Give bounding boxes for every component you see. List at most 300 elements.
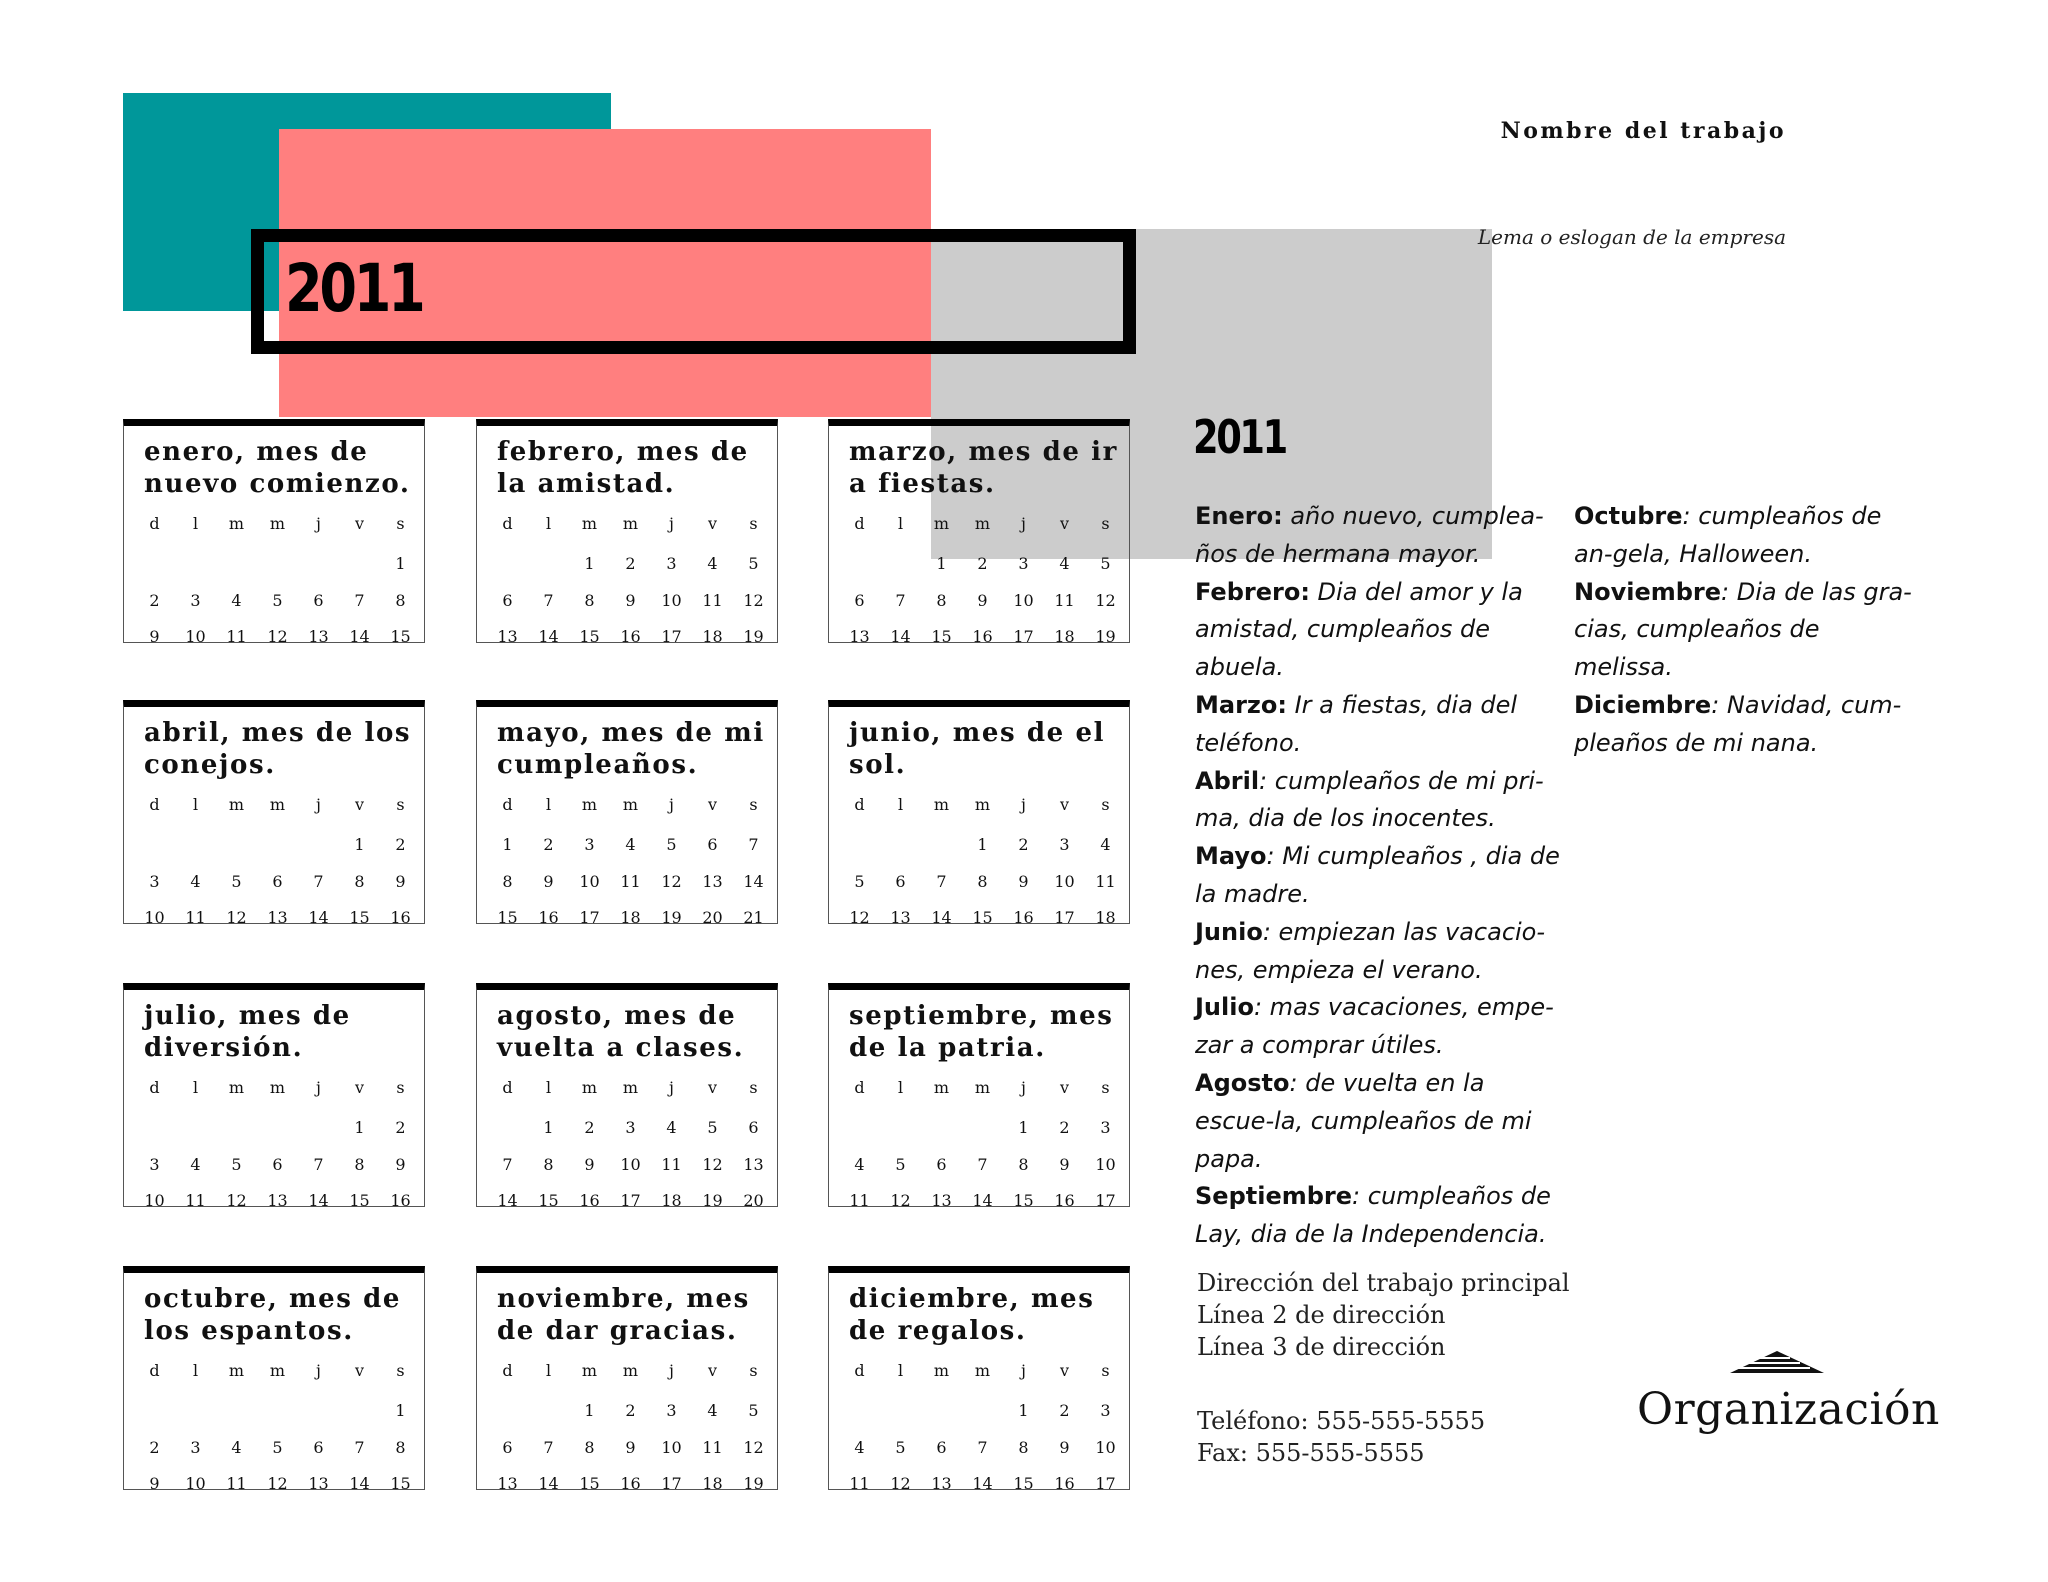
- day-number: 8: [354, 872, 365, 891]
- weekday-label: j: [669, 795, 674, 814]
- day-number: 10: [1095, 1438, 1116, 1457]
- day-number: 13: [308, 1474, 329, 1493]
- day-number: 1: [354, 1118, 365, 1137]
- week-row: [134, 908, 422, 927]
- day-number: 19: [1095, 627, 1116, 646]
- day-number: 10: [185, 627, 206, 646]
- weekday-label: m: [228, 1078, 245, 1097]
- weekday-label: v: [707, 1361, 718, 1380]
- weekday-header: [134, 1361, 422, 1380]
- weekday-label: l: [897, 514, 904, 533]
- weekday-label: m: [933, 1078, 950, 1097]
- empty-day: [298, 554, 339, 573]
- empty-day: [839, 835, 880, 854]
- day-number: 11: [620, 872, 641, 891]
- day-number: 13: [267, 1191, 288, 1210]
- day-number: 11: [226, 627, 247, 646]
- day-number: 16: [538, 908, 559, 927]
- month-card: [476, 1266, 778, 1493]
- empty-day: [839, 1401, 880, 1420]
- day-number: 10: [1095, 1155, 1116, 1174]
- week-row: [839, 872, 1127, 891]
- note-text: Dia del amor y la amistad, cumpleaños de abuela.: [1195, 577, 1523, 682]
- day-number: 2: [395, 835, 406, 854]
- address-line-1[interactable]: Dirección del trabajo principal: [1197, 1269, 1570, 1297]
- weekday-label: l: [192, 1361, 199, 1380]
- empty-day: [921, 835, 962, 854]
- day-number: 9: [1059, 1438, 1070, 1457]
- week-row: [839, 554, 1127, 573]
- weekday-label: d: [149, 1361, 160, 1380]
- day-number: 5: [1100, 554, 1111, 573]
- day-number: 8: [543, 1155, 554, 1174]
- note-text: : cumpleaños de Lay, dia de la Independencia.: [1195, 1182, 1551, 1249]
- day-number: 9: [1018, 872, 1029, 891]
- empty-day: [487, 1401, 528, 1420]
- month-card: [828, 700, 1130, 927]
- weekday-label: m: [974, 1078, 991, 1097]
- company-slogan[interactable]: Lema o eslogan de la empresa: [1477, 225, 1786, 249]
- day-number: 16: [620, 627, 641, 646]
- note-text: : Mi cumpleaños , dia de la madre.: [1195, 842, 1560, 908]
- weekday-label: l: [897, 1361, 904, 1380]
- day-number: 16: [620, 1474, 641, 1493]
- day-number: 4: [707, 1401, 718, 1420]
- day-number: 2: [584, 1118, 595, 1137]
- day-number: 5: [854, 872, 865, 891]
- empty-day: [257, 835, 298, 854]
- weekday-label: l: [545, 1361, 552, 1380]
- weekday-label: l: [545, 514, 552, 533]
- address-block: [1197, 1267, 1570, 1363]
- day-number: 9: [625, 591, 636, 610]
- day-number: 14: [890, 627, 911, 646]
- empty-day: [487, 554, 528, 573]
- weekday-label: d: [149, 795, 160, 814]
- weekday-label: m: [581, 795, 598, 814]
- day-number: 14: [743, 872, 764, 891]
- weekday-label: v: [354, 1078, 365, 1097]
- day-number: 11: [185, 1191, 206, 1210]
- day-number: 10: [1013, 591, 1034, 610]
- weekday-header: [839, 1361, 1127, 1380]
- day-number: 12: [226, 908, 247, 927]
- note-entry: [1195, 1065, 1565, 1178]
- weekday-label: d: [854, 795, 865, 814]
- month-card: [123, 1266, 425, 1493]
- empty-day: [134, 1118, 175, 1137]
- month-title[interactable]: octubre, mes de los espantos.: [144, 1284, 402, 1346]
- day-number: 6: [936, 1155, 947, 1174]
- day-number: 19: [661, 908, 682, 927]
- weekday-label: j: [1021, 795, 1026, 814]
- weekday-label: j: [669, 1361, 674, 1380]
- week-row: [839, 1191, 1127, 1210]
- day-number: 2: [149, 591, 160, 610]
- day-number: 4: [1100, 835, 1111, 854]
- note-label: Agosto: [1195, 1068, 1290, 1097]
- day-number: 3: [625, 1118, 636, 1137]
- note-text: : empiezan las vacacio-nes, empieza el verano.: [1195, 917, 1546, 984]
- week-row: [134, 627, 422, 646]
- weekday-label: v: [1059, 514, 1070, 533]
- week-row: [487, 872, 775, 891]
- day-number: 10: [620, 1155, 641, 1174]
- day-number: 4: [707, 554, 718, 573]
- weekday-label: v: [707, 514, 718, 533]
- day-number: 15: [497, 908, 518, 927]
- weekday-label: m: [228, 795, 245, 814]
- day-number: 13: [267, 908, 288, 927]
- day-number: 9: [1059, 1155, 1070, 1174]
- empty-day: [175, 835, 216, 854]
- month-title[interactable]: julio, mes de diversión.: [144, 1001, 351, 1063]
- day-number: 13: [308, 627, 329, 646]
- day-number: 4: [854, 1438, 865, 1457]
- weekday-label: m: [581, 514, 598, 533]
- month-title[interactable]: abril, mes de los conejos.: [144, 718, 412, 780]
- empty-day: [134, 835, 175, 854]
- day-number: 7: [936, 872, 947, 891]
- week-row: [487, 1474, 775, 1493]
- weekday-label: m: [228, 1361, 245, 1380]
- day-number: 9: [977, 591, 988, 610]
- day-number: 7: [543, 591, 554, 610]
- day-number: 7: [895, 591, 906, 610]
- weekday-label: v: [1059, 1078, 1070, 1097]
- empty-day: [216, 1401, 257, 1420]
- day-number: 3: [190, 1438, 201, 1457]
- day-number: 6: [272, 1155, 283, 1174]
- week-row: [134, 1438, 422, 1457]
- day-number: 12: [743, 1438, 764, 1457]
- day-number: 3: [1100, 1118, 1111, 1137]
- week-row: [487, 627, 775, 646]
- day-number: 2: [1018, 835, 1029, 854]
- day-number: 12: [849, 908, 870, 927]
- weekday-label: j: [669, 514, 674, 533]
- weekday-label: s: [396, 1078, 405, 1097]
- empty-day: [921, 1118, 962, 1137]
- day-number: 7: [313, 1155, 324, 1174]
- day-number: 3: [666, 554, 677, 573]
- day-number: 10: [661, 1438, 682, 1457]
- day-number: 16: [1013, 908, 1034, 927]
- weekday-label: v: [354, 795, 365, 814]
- day-number: 16: [1054, 1191, 1075, 1210]
- day-number: 15: [538, 1191, 559, 1210]
- day-number: 9: [625, 1438, 636, 1457]
- notes-year-heading: 2011: [1193, 410, 1286, 464]
- day-number: 3: [1018, 554, 1029, 573]
- week-row: [487, 1155, 775, 1174]
- day-number: 9: [395, 1155, 406, 1174]
- day-number: 12: [702, 1155, 723, 1174]
- weekday-label: d: [502, 1361, 513, 1380]
- weekday-label: m: [974, 514, 991, 533]
- weekday-label: d: [502, 514, 513, 533]
- weekday-label: m: [228, 514, 245, 533]
- note-label: Febrero:: [1195, 577, 1310, 606]
- week-row: [839, 1401, 1127, 1420]
- day-number: 10: [144, 908, 165, 927]
- week-row: [839, 1155, 1127, 1174]
- month-title[interactable]: febrero, mes de la amistad.: [497, 437, 749, 499]
- empty-day: [134, 554, 175, 573]
- month-title[interactable]: agosto, mes de vuelta a clases.: [497, 1001, 745, 1063]
- fax-number[interactable]: Fax: 555-555-5555: [1197, 1439, 1425, 1467]
- day-number: 1: [1018, 1118, 1029, 1137]
- logo-icon: [1730, 1351, 1824, 1377]
- day-number: 14: [349, 627, 370, 646]
- day-number: 1: [584, 1401, 595, 1420]
- month-title[interactable]: noviembre, mes de dar gracias.: [497, 1284, 750, 1346]
- day-number: 10: [579, 872, 600, 891]
- empty-day: [298, 835, 339, 854]
- weekday-label: s: [749, 795, 758, 814]
- day-number: 8: [584, 591, 595, 610]
- weekday-label: m: [933, 795, 950, 814]
- month-card: [476, 983, 778, 1210]
- day-number: 4: [231, 1438, 242, 1457]
- empty-day: [339, 554, 380, 573]
- address-line-3[interactable]: Línea 3 de dirección: [1197, 1333, 1446, 1361]
- day-number: 3: [149, 1155, 160, 1174]
- weekday-label: m: [581, 1078, 598, 1097]
- day-number: 18: [1095, 908, 1116, 927]
- week-row: [134, 1474, 422, 1493]
- day-number: 14: [538, 627, 559, 646]
- month-title[interactable]: marzo, mes de ir a fiestas.: [849, 437, 1118, 499]
- empty-day: [257, 554, 298, 573]
- empty-day: [962, 1118, 1003, 1137]
- day-number: 7: [543, 1438, 554, 1457]
- week-row: [487, 554, 775, 573]
- day-number: 2: [543, 835, 554, 854]
- empty-day: [175, 554, 216, 573]
- empty-day: [880, 835, 921, 854]
- weekday-label: l: [192, 795, 199, 814]
- note-label: Septiembre: [1195, 1182, 1353, 1211]
- weekday-label: m: [581, 1361, 598, 1380]
- weekday-label: v: [354, 514, 365, 533]
- note-label: Noviembre: [1574, 577, 1722, 606]
- day-number: 5: [748, 1401, 759, 1420]
- weekday-label: j: [1021, 514, 1026, 533]
- week-row: [487, 908, 775, 927]
- month-title[interactable]: junio, mes de el sol.: [849, 718, 1106, 780]
- weekday-label: s: [396, 514, 405, 533]
- day-number: 5: [895, 1438, 906, 1457]
- empty-day: [134, 1401, 175, 1420]
- day-number: 3: [584, 835, 595, 854]
- day-number: 16: [972, 627, 993, 646]
- weekday-header: [134, 514, 422, 533]
- month-title[interactable]: mayo, mes de mi cumpleaños.: [497, 718, 765, 780]
- weekday-label: l: [192, 514, 199, 533]
- weekday-label: j: [316, 795, 321, 814]
- week-row: [134, 1401, 422, 1420]
- day-number: 20: [743, 1191, 764, 1210]
- day-number: 14: [349, 1474, 370, 1493]
- weekday-label: s: [1101, 514, 1110, 533]
- day-number: 8: [354, 1155, 365, 1174]
- empty-day: [298, 1401, 339, 1420]
- week-row: [134, 591, 422, 610]
- day-number: 8: [584, 1438, 595, 1457]
- week-row: [134, 554, 422, 573]
- day-number: 5: [231, 1155, 242, 1174]
- note-text: : de vuelta en la escue-la, cumpleaños de mi papa.: [1195, 1068, 1532, 1173]
- day-number: 7: [502, 1155, 513, 1174]
- weekday-label: m: [933, 1361, 950, 1380]
- note-entry: [1195, 838, 1565, 914]
- day-number: 11: [185, 908, 206, 927]
- day-number: 10: [144, 1191, 165, 1210]
- day-number: 4: [1059, 554, 1070, 573]
- week-row: [134, 1118, 422, 1137]
- empty-day: [880, 1118, 921, 1137]
- note-label: Julio: [1195, 993, 1254, 1022]
- note-text: Ir a fiestas, dia del teléfono.: [1195, 690, 1518, 757]
- weekday-label: m: [974, 795, 991, 814]
- empty-day: [175, 1401, 216, 1420]
- day-number: 3: [149, 872, 160, 891]
- empty-day: [880, 1401, 921, 1420]
- month-card: [123, 419, 425, 646]
- weekday-label: s: [396, 1361, 405, 1380]
- weekday-label: m: [974, 1361, 991, 1380]
- weekday-label: j: [316, 514, 321, 533]
- job-name[interactable]: Nombre del trabajo: [1500, 118, 1786, 144]
- day-number: 15: [972, 908, 993, 927]
- day-number: 7: [354, 1438, 365, 1457]
- note-text: : Navidad, cum-pleaños de mi nana.: [1574, 690, 1902, 757]
- day-number: 1: [354, 835, 365, 854]
- weekday-label: j: [316, 1078, 321, 1097]
- day-number: 15: [349, 1191, 370, 1210]
- day-number: 17: [661, 627, 682, 646]
- day-number: 7: [977, 1155, 988, 1174]
- day-number: 5: [748, 554, 759, 573]
- weekday-label: m: [622, 1078, 639, 1097]
- empty-day: [962, 1401, 1003, 1420]
- address-line-2[interactable]: Línea 2 de dirección: [1197, 1301, 1446, 1329]
- year-title: 2011: [285, 250, 423, 327]
- weekday-label: m: [622, 514, 639, 533]
- note-entry: [1195, 763, 1565, 839]
- phone-number[interactable]: Teléfono: 555-555-5555: [1197, 1407, 1486, 1435]
- weekday-label: m: [269, 795, 286, 814]
- day-number: 14: [972, 1474, 993, 1493]
- day-number: 6: [854, 591, 865, 610]
- day-number: 12: [267, 627, 288, 646]
- day-number: 9: [149, 1474, 160, 1493]
- day-number: 9: [149, 627, 160, 646]
- week-row: [487, 1401, 775, 1420]
- day-number: 19: [743, 1474, 764, 1493]
- weekday-label: d: [502, 795, 513, 814]
- note-text: : Dia de las gra-cias, cumpleaños de melissa.: [1574, 577, 1912, 682]
- day-number: 14: [538, 1474, 559, 1493]
- note-entry: [1195, 574, 1565, 687]
- day-number: 10: [185, 1474, 206, 1493]
- day-number: 14: [308, 908, 329, 927]
- weekday-label: v: [707, 1078, 718, 1097]
- day-number: 17: [579, 908, 600, 927]
- day-number: 11: [661, 1155, 682, 1174]
- day-number: 4: [625, 835, 636, 854]
- month-card: [476, 419, 778, 646]
- weekday-label: s: [1101, 1361, 1110, 1380]
- week-row: [487, 835, 775, 854]
- day-number: 14: [931, 908, 952, 927]
- weekday-header: [134, 1078, 422, 1097]
- day-number: 10: [1054, 872, 1075, 891]
- day-number: 14: [972, 1191, 993, 1210]
- day-number: 11: [226, 1474, 247, 1493]
- day-number: 17: [1095, 1191, 1116, 1210]
- day-number: 9: [543, 872, 554, 891]
- weekday-label: m: [622, 1361, 639, 1380]
- weekday-label: v: [354, 1361, 365, 1380]
- organization-name[interactable]: Organización: [1637, 1384, 1940, 1435]
- day-number: 8: [977, 872, 988, 891]
- day-number: 18: [620, 908, 641, 927]
- day-number: 12: [890, 1474, 911, 1493]
- empty-day: [216, 835, 257, 854]
- day-number: 10: [661, 591, 682, 610]
- day-number: 7: [313, 872, 324, 891]
- day-number: 4: [190, 1155, 201, 1174]
- day-number: 12: [267, 1474, 288, 1493]
- day-number: 1: [977, 835, 988, 854]
- week-row: [839, 627, 1127, 646]
- day-number: 4: [231, 591, 242, 610]
- day-number: 15: [1013, 1191, 1034, 1210]
- note-label: Octubre: [1574, 502, 1683, 530]
- day-number: 2: [149, 1438, 160, 1457]
- day-number: 9: [395, 872, 406, 891]
- day-number: 6: [748, 1118, 759, 1137]
- day-number: 15: [390, 627, 411, 646]
- day-number: 12: [890, 1191, 911, 1210]
- empty-day: [921, 1401, 962, 1420]
- day-number: 3: [666, 1401, 677, 1420]
- month-title[interactable]: diciembre, mes de regalos.: [849, 1284, 1095, 1346]
- week-row: [134, 835, 422, 854]
- day-number: 12: [661, 872, 682, 891]
- note-entry: [1195, 914, 1565, 990]
- weekday-label: l: [192, 1078, 199, 1097]
- day-number: 8: [1018, 1155, 1029, 1174]
- note-entry: [1195, 687, 1565, 763]
- month-title[interactable]: enero, mes de nuevo comienzo.: [144, 437, 411, 499]
- weekday-label: s: [396, 795, 405, 814]
- day-number: 11: [1054, 591, 1075, 610]
- note-label: Marzo:: [1195, 690, 1287, 719]
- empty-day: [839, 554, 880, 573]
- note-label: Junio: [1195, 917, 1263, 946]
- empty-day: [216, 554, 257, 573]
- week-row: [487, 1118, 775, 1137]
- empty-day: [298, 1118, 339, 1137]
- day-number: 5: [231, 872, 242, 891]
- note-text: : cumpleaños de an-gela, Halloween.: [1574, 502, 1882, 568]
- note-text: : mas vacaciones, empe-zar a comprar útiles.: [1195, 993, 1554, 1060]
- month-title[interactable]: septiembre, mes de la patria.: [849, 1001, 1114, 1063]
- weekday-header: [839, 795, 1127, 814]
